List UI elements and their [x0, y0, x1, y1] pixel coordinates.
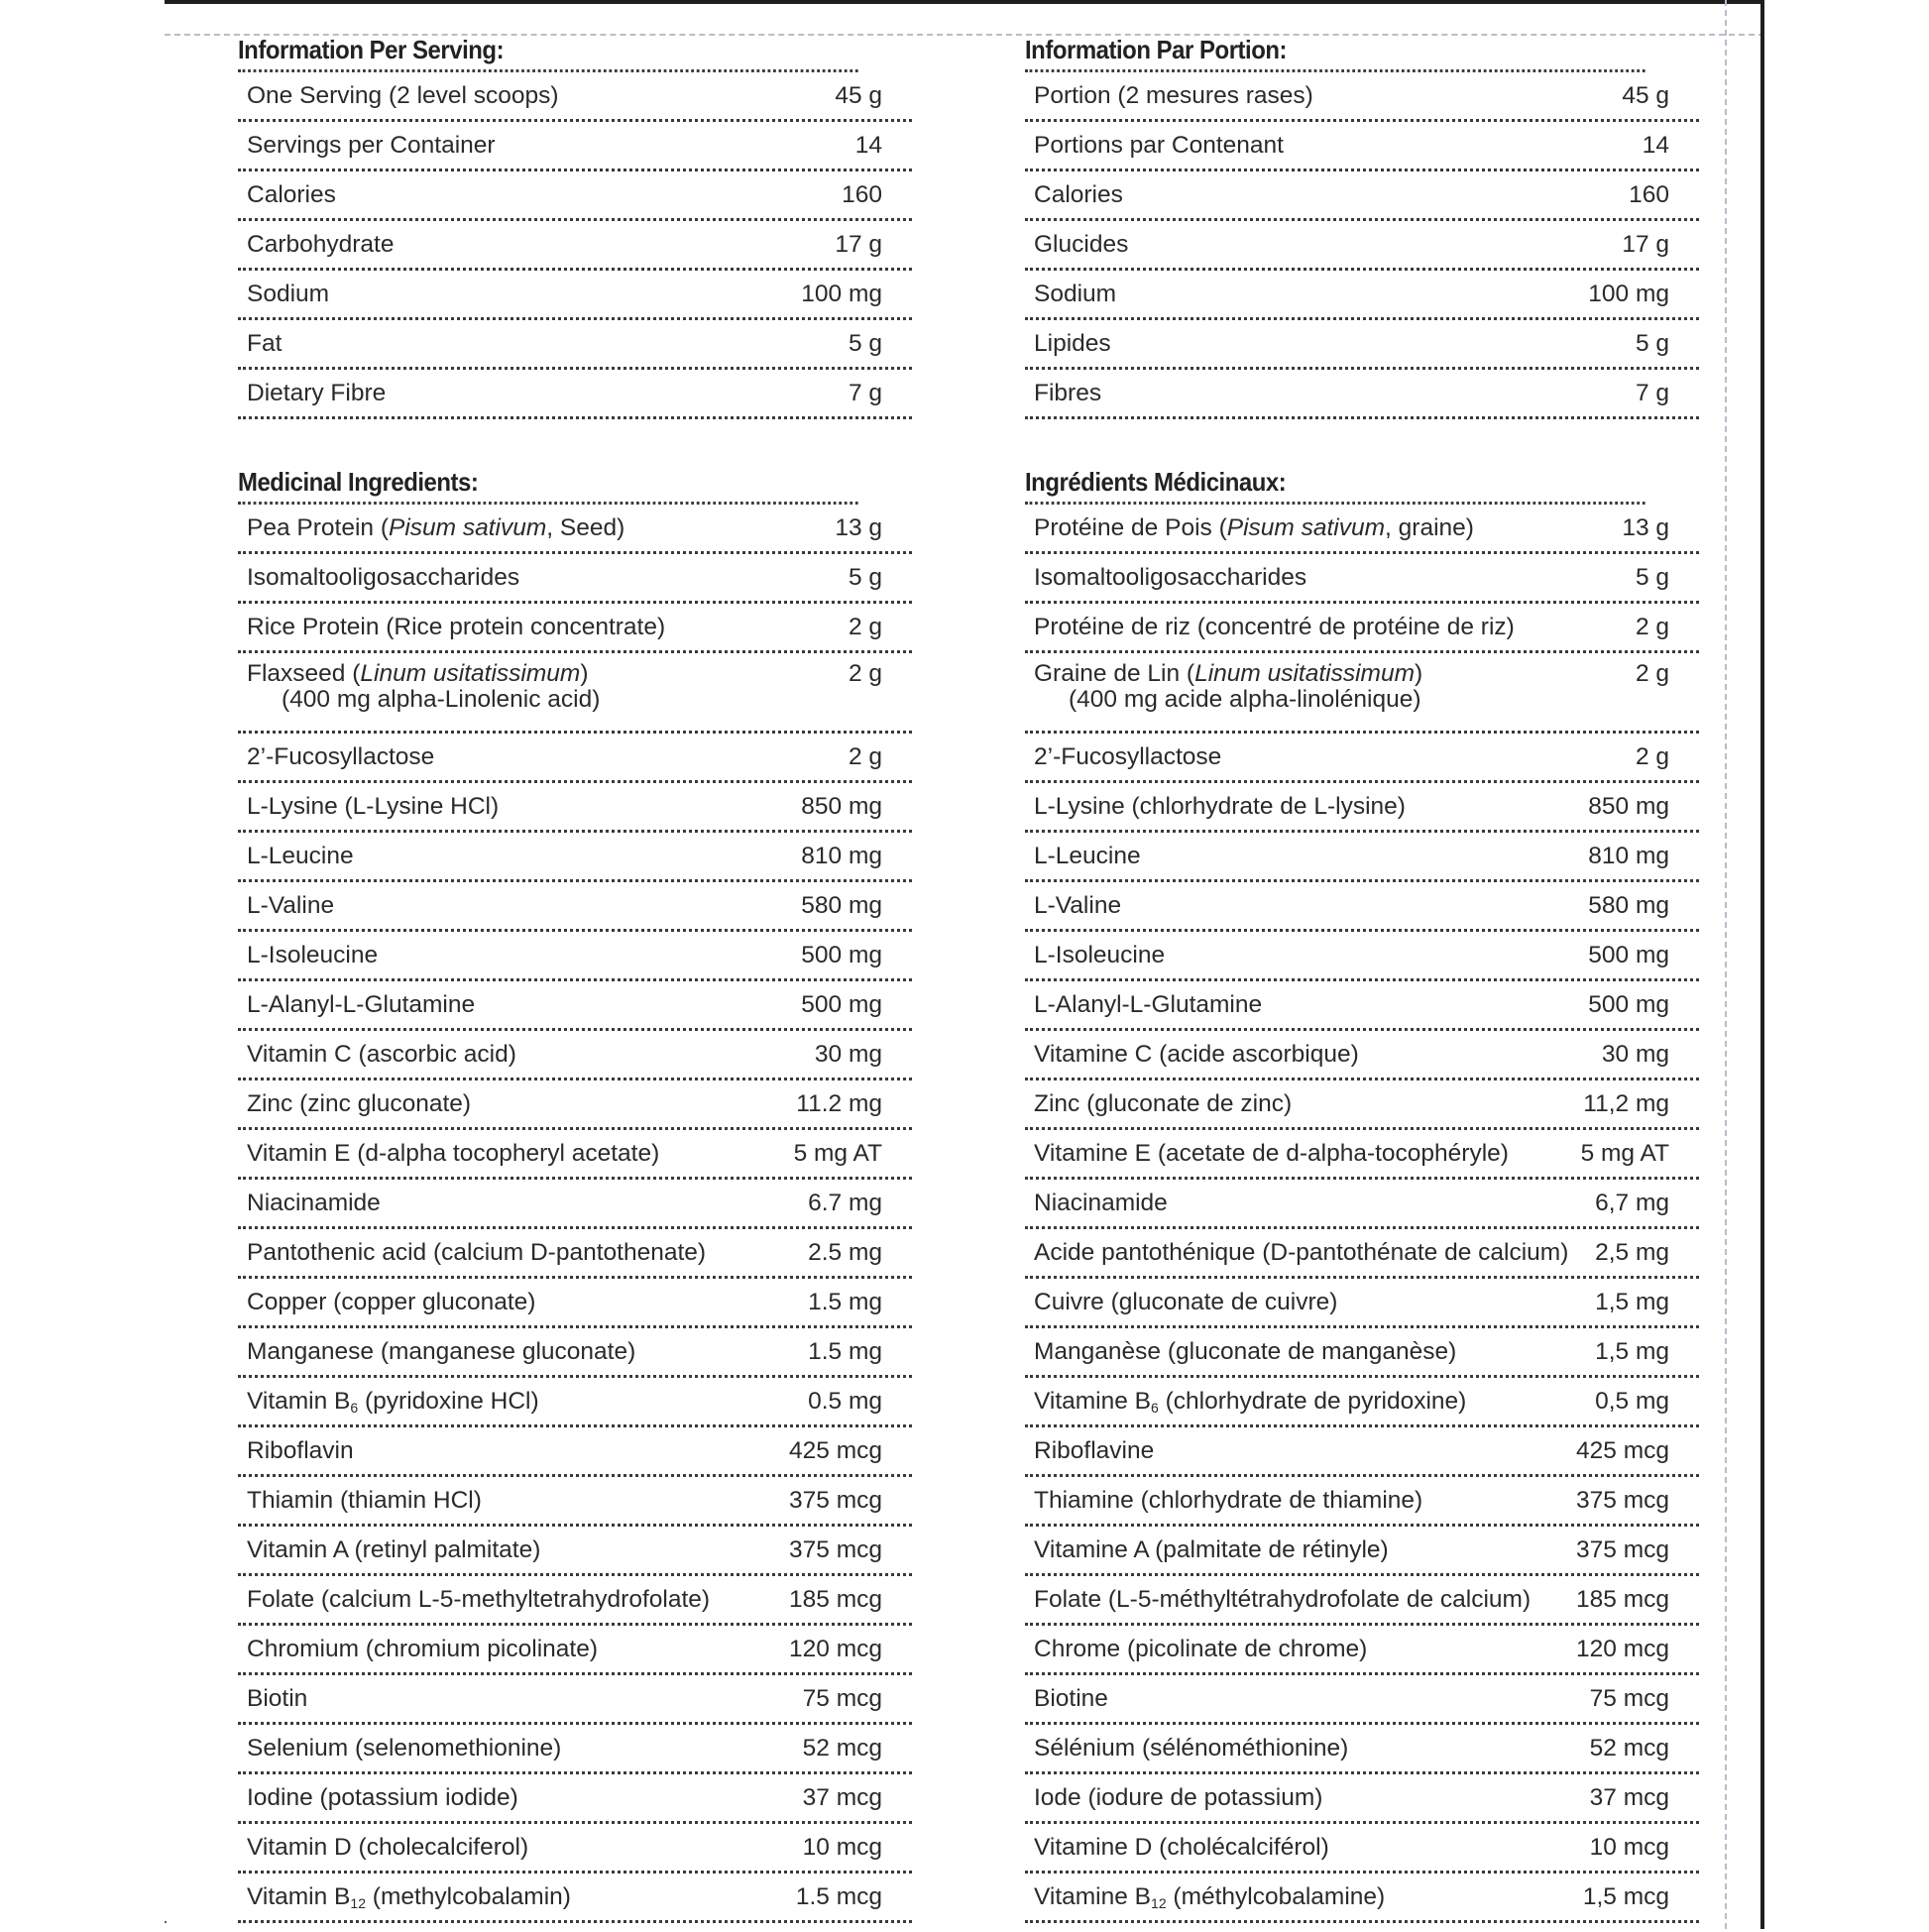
ingredient-name: 2’-Fucosyllactose	[1034, 743, 1222, 770]
ingredient-amount: 375 mcg	[1576, 1536, 1669, 1563]
ingredient-amount: 2 g	[1635, 743, 1669, 770]
ingredient-name: L-Lysine (L-Lysine HCl)	[247, 793, 500, 820]
ingredient-row	[1025, 1427, 1699, 1477]
ingredient-amount: 120 mcg	[789, 1636, 882, 1662]
info-title: Information Per Serving:	[238, 30, 858, 72]
top-border	[165, 0, 1764, 4]
ingredient-name: Vitamine A (palmitate de rétinyle)	[1034, 1536, 1389, 1563]
ingredient-amount: 0,5 mg	[1595, 1388, 1669, 1415]
ingredient-list-c	[1025, 1427, 1699, 1874]
ingredient-row	[1025, 783, 1699, 833]
ingredient-amount: 14	[1642, 132, 1669, 159]
ingredient-row	[1025, 370, 1699, 419]
ingredient-row	[238, 1130, 912, 1180]
ingredient-name: Iodine (potassium iodide)	[247, 1784, 518, 1811]
ingredient-amount: 30 mg	[1601, 1041, 1669, 1068]
ingredient-row	[238, 981, 912, 1031]
ingredient-name: Vitamin E (d-alpha tocopheryl acetate)	[247, 1140, 660, 1167]
ingredient-name: Vitamin $B_6$ (pyridoxine HCl)	[247, 1388, 539, 1416]
ingredient-name: Riboflavin	[247, 1437, 354, 1464]
ingredient-name: Iode (iodure de potassium)	[1034, 1784, 1323, 1811]
ingredient-name: L-Leucine	[1034, 843, 1141, 869]
ingredient-amount: 5 g	[1635, 564, 1669, 591]
ingredient-row	[238, 221, 912, 271]
ingredient-row	[238, 554, 912, 604]
ingredient-row	[1025, 554, 1699, 604]
ingredient-name: Zinc (gluconate de zinc)	[1034, 1090, 1293, 1117]
ingredient-row	[238, 1180, 912, 1229]
ingredient-name: Vitamin D (cholecalciferol)	[247, 1834, 529, 1861]
ingredient-row	[1025, 882, 1699, 932]
ingredient-name: Servings per Container	[247, 132, 496, 159]
ingredient-name: Vitamine C (acide ascorbique)	[1034, 1041, 1359, 1068]
ingredient-name: Riboflavine	[1034, 1437, 1155, 1464]
ingredient-row	[1025, 1824, 1699, 1874]
ingredient-row	[238, 783, 912, 833]
info-title: Information Par Portion:	[1025, 30, 1645, 72]
ingredient-row	[1025, 1130, 1699, 1180]
ingredient-name: Sélénium (sélénométhionine)	[1034, 1735, 1349, 1762]
ingredient-row	[1025, 1477, 1699, 1527]
ingredient-name: Folate (calcium L-5-methyltetrahydrofolate)	[247, 1586, 711, 1613]
ingredient-name: L-Leucine	[247, 843, 354, 869]
ingredient-name: 2’-Fucosyllactose	[247, 743, 435, 770]
ingredient-row	[238, 1725, 912, 1774]
ingredient-amount: 10 mcg	[1589, 1834, 1669, 1861]
ingredient-amount: 160	[1629, 181, 1669, 208]
english-column	[238, 30, 912, 1923]
ingredient-name: Isomaltooligosaccharides	[247, 564, 520, 591]
ingredient-row	[238, 1378, 912, 1427]
ingredient-row	[1025, 1279, 1699, 1328]
ingredient-row	[1025, 221, 1699, 271]
ingredient-name: L-Alanyl-L-Glutamine	[1034, 991, 1263, 1018]
ingredient-amount: 2 g	[848, 743, 882, 770]
ingredient-amount: 810 mg	[1588, 843, 1669, 869]
ingredient-row	[238, 1080, 912, 1130]
ingredient-name: Chromium (chromium picolinate)	[247, 1636, 598, 1662]
ingredient-row	[238, 505, 912, 554]
ingredient-amount: 2 g	[848, 614, 882, 640]
ingredient-name: Cuivre (gluconate de cuivre)	[1034, 1289, 1338, 1315]
ingredient-row	[1025, 1527, 1699, 1576]
ingredient-amount: 2 g	[1635, 660, 1669, 687]
info-table	[238, 72, 912, 419]
ingredient-amount: 375 mcg	[1576, 1487, 1669, 1514]
ingredient-row	[238, 1229, 912, 1279]
ingredient-row	[238, 370, 912, 419]
ingredient-amount: 120 mcg	[1576, 1636, 1669, 1662]
ingredient-name: Zinc (zinc gluconate)	[247, 1090, 472, 1117]
ingredient-row	[1025, 604, 1699, 653]
ingredient-row	[238, 1824, 912, 1874]
ingredient-name: Pantothenic acid (calcium D-pantothenate)	[247, 1239, 707, 1266]
ingredient-name: Rice Protein (Rice protein concentrate)	[247, 614, 666, 640]
ingredient-name: L-Valine	[1034, 892, 1122, 919]
ingredient-amount: 2.5 mg	[808, 1239, 882, 1266]
ingredient-row	[1025, 271, 1699, 320]
ingredient-name: Graine de Lin (Linum usitatissimum) (400 mg acide alpha-linolénique)	[1034, 660, 1423, 713]
ingredient-row	[238, 1874, 912, 1923]
ingredient-name: Sodium	[1034, 281, 1117, 307]
ingredient-amount: 30 mg	[814, 1041, 882, 1068]
ingredient-list-a	[1025, 554, 1699, 653]
ingredient-amount: 810 mg	[801, 843, 882, 869]
ingredient-name: Copper (copper gluconate)	[247, 1289, 536, 1315]
ingredient-amount: 13 g	[835, 514, 882, 541]
ingredient-row	[1025, 1626, 1699, 1675]
ingredient-amount: 52 mcg	[1589, 1735, 1669, 1762]
ingredient-name: L-Lysine (chlorhydrate de L-lysine)	[1034, 793, 1406, 820]
ingredient-amount: 185 mcg	[1576, 1586, 1669, 1613]
ingredient-name: Vitamin $B_{12}$ (methylcobalamin)	[247, 1883, 571, 1911]
ingredient-amount: 6,7 mg	[1595, 1190, 1669, 1216]
ingredient-row	[1025, 833, 1699, 882]
ingredient-row	[1025, 1031, 1699, 1080]
ingredient-amount: 45 g	[1622, 82, 1669, 109]
ingredient-amount: 11,2 mg	[1583, 1090, 1669, 1117]
ingredient-amount: 500 mg	[1588, 991, 1669, 1018]
ingredient-row	[238, 1626, 912, 1675]
right-border	[1760, 0, 1764, 1929]
ingredient-row	[238, 604, 912, 653]
ingredient-row	[1025, 981, 1699, 1031]
ingredient-name: Folate (L-5-méthyltétrahydrofolate de calcium)	[1034, 1586, 1532, 1613]
ingredient-name: Thiamin (thiamin HCl)	[247, 1487, 482, 1514]
ingredient-amount: 37 mcg	[802, 1784, 882, 1811]
ingredient-amount: 160	[842, 181, 882, 208]
ingredient-row	[238, 932, 912, 981]
ingredient-amount: 75 mcg	[802, 1685, 882, 1712]
ingredient-row	[238, 271, 912, 320]
ingredient-list-b	[1025, 734, 1699, 1378]
ingredient-name: Vitamine E (acetate de d-alpha-tocophéryle)	[1034, 1140, 1509, 1167]
ingredient-amount: 425 mcg	[1576, 1437, 1669, 1464]
ingredient-name: Niacinamide	[1034, 1190, 1168, 1216]
ingredient-amount: 500 mg	[801, 942, 882, 968]
ingredient-list-c	[238, 1427, 912, 1874]
ingredient-amount: 375 mcg	[789, 1487, 882, 1514]
ingredient-name: Vitamine $B_6$ (chlorhydrate de pyridoxine)	[1034, 1388, 1467, 1416]
ingredient-amount: 75 mcg	[1589, 1685, 1669, 1712]
ingredient-name: Acide pantothénique (D-pantothénate de calcium)	[1034, 1239, 1569, 1266]
ingredient-name: Carbohydrate	[247, 231, 395, 258]
ingredient-amount: 1,5 mg	[1595, 1289, 1669, 1315]
ingredient-name: Sodium	[247, 281, 330, 307]
ingredient-row	[1025, 1874, 1699, 1923]
ingredient-row	[238, 1031, 912, 1080]
ingredient-amount: 2,5 mg	[1595, 1239, 1669, 1266]
ingredient-name: Isomaltooligosaccharides	[1034, 564, 1307, 591]
corner-mark: ·	[163, 1911, 169, 1931]
ingredient-name: Protéine de Pois (Pisum sativum, graine)	[1034, 514, 1474, 541]
ingredient-name: Manganèse (gluconate de manganèse)	[1034, 1338, 1457, 1365]
ingredient-name: Dietary Fibre	[247, 380, 387, 406]
ingredient-row	[238, 1279, 912, 1328]
ingredient-name: L-Isoleucine	[1034, 942, 1166, 968]
ingredient-name: Portion (2 mesures rases)	[1034, 82, 1313, 109]
ingredient-row	[1025, 1725, 1699, 1774]
ingredient-amount: 5 g	[848, 330, 882, 357]
ingredient-row	[238, 1527, 912, 1576]
ingredient-name: Protéine de riz (concentré de protéine de riz)	[1034, 614, 1515, 640]
ingredient-name: Vitamine D (cholécalciférol)	[1034, 1834, 1329, 1861]
ingredient-row	[1025, 734, 1699, 783]
ingredient-amount: 1.5 mg	[808, 1289, 882, 1315]
ingredient-row	[238, 833, 912, 882]
info-table	[1025, 72, 1699, 419]
ingredient-amount: 100 mg	[801, 281, 882, 307]
ingredient-amount: 5 mg AT	[1580, 1140, 1669, 1167]
ingredient-amount: 17 g	[1622, 231, 1669, 258]
ingredient-amount: 0.5 mg	[808, 1388, 882, 1415]
ingredient-amount: 7 g	[848, 380, 882, 406]
ingredient-amount: 375 mcg	[789, 1536, 882, 1563]
ingredient-amount: 850 mg	[1588, 793, 1669, 820]
ingredient-row	[238, 1477, 912, 1527]
ingredient-name: Thiamine (chlorhydrate de thiamine)	[1034, 1487, 1423, 1514]
ingredient-name: Lipides	[1034, 330, 1111, 357]
ingredient-amount: 13 g	[1622, 514, 1669, 541]
ingredient-amount: 500 mg	[801, 991, 882, 1018]
ingredient-amount: 52 mcg	[802, 1735, 882, 1762]
ingredient-name: Vitamin C (ascorbic acid)	[247, 1041, 516, 1068]
ingredient-amount: 10 mcg	[802, 1834, 882, 1861]
ingredient-name: Flaxseed (Linum usitatissimum) (400 mg alpha-Linolenic acid)	[247, 660, 601, 713]
ingredient-amount: 17 g	[835, 231, 882, 258]
french-column	[1025, 30, 1699, 1923]
ingredient-amount: 11.2 mg	[796, 1090, 882, 1117]
ingredient-amount: 7 g	[1635, 380, 1669, 406]
ingredient-row	[1025, 1328, 1699, 1378]
ingredient-name: Glucides	[1034, 231, 1129, 258]
ingredient-name: Portions par Contenant	[1034, 132, 1284, 159]
ingredient-amount: 425 mcg	[789, 1437, 882, 1464]
ingredient-amount: 850 mg	[801, 793, 882, 820]
ingredient-amount: 1.5 mcg	[795, 1883, 882, 1910]
ingredient-row	[1025, 1229, 1699, 1279]
ingredient-row	[238, 653, 912, 734]
ingredient-amount: 5 g	[848, 564, 882, 591]
ingredient-name: Fibres	[1034, 380, 1102, 406]
ingredient-amount: 185 mcg	[789, 1586, 882, 1613]
ingredient-row	[1025, 1774, 1699, 1824]
ingredient-row	[238, 1675, 912, 1725]
ingredient-name: Biotine	[1034, 1685, 1108, 1712]
ingredient-name: Pea Protein (Pisum sativum, Seed)	[247, 514, 625, 541]
ingredient-row	[238, 122, 912, 171]
ingredient-name: Chrome (picolinate de chrome)	[1034, 1636, 1368, 1662]
ingredient-amount: 45 g	[835, 82, 882, 109]
ingredient-row	[238, 320, 912, 370]
ingredient-name: Vitamin A (retinyl palmitate)	[247, 1536, 541, 1563]
ingredient-row	[1025, 1576, 1699, 1626]
ingredient-list-a	[238, 554, 912, 653]
ingredient-row	[1025, 1378, 1699, 1427]
ingredient-name: L-Valine	[247, 892, 335, 919]
ingredient-row	[238, 1427, 912, 1477]
ingredient-amount: 1,5 mg	[1595, 1338, 1669, 1365]
ingredient-row	[1025, 72, 1699, 122]
ingredient-name: Calories	[247, 181, 336, 208]
ingredient-row	[1025, 320, 1699, 370]
ingredient-name: Fat	[247, 330, 283, 357]
ingredient-name: One Serving (2 level scoops)	[247, 82, 559, 109]
ingredient-row	[1025, 1675, 1699, 1725]
right-dashed-guide	[1725, 0, 1727, 1929]
ingredient-amount: 1.5 mg	[808, 1338, 882, 1365]
ingredient-row	[238, 1328, 912, 1378]
ingredient-name: Calories	[1034, 181, 1123, 208]
ingredient-row	[238, 882, 912, 932]
ingredient-amount: 14	[854, 132, 882, 159]
ingredient-amount: 5 mg AT	[793, 1140, 882, 1167]
ingredient-amount: 2 g	[1635, 614, 1669, 640]
ingredient-row	[1025, 1180, 1699, 1229]
ingredient-amount: 500 mg	[1588, 942, 1669, 968]
ingredient-amount: 5 g	[1635, 330, 1669, 357]
ingredient-name: L-Isoleucine	[247, 942, 379, 968]
ingredient-list-b	[238, 734, 912, 1378]
ingredient-amount: 100 mg	[1588, 281, 1669, 307]
ingredient-row	[1025, 505, 1699, 554]
ingredient-row	[238, 1774, 912, 1824]
ingredient-row	[238, 171, 912, 221]
ingredient-row	[1025, 1080, 1699, 1130]
medicinal-title: Medicinal Ingredients:	[238, 462, 858, 505]
medicinal-title: Ingrédients Médicinaux:	[1025, 462, 1645, 505]
ingredient-name: Biotin	[247, 1685, 308, 1712]
ingredient-amount: 1,5 mcg	[1582, 1883, 1669, 1910]
ingredient-row	[1025, 122, 1699, 171]
ingredient-row	[238, 734, 912, 783]
ingredient-row	[238, 72, 912, 122]
ingredient-name: L-Alanyl-L-Glutamine	[247, 991, 476, 1018]
ingredient-name: Selenium (selenomethionine)	[247, 1735, 562, 1762]
ingredient-row	[1025, 932, 1699, 981]
ingredient-amount: 580 mg	[1588, 892, 1669, 919]
ingredient-row	[238, 1576, 912, 1626]
ingredient-amount: 6.7 mg	[808, 1190, 882, 1216]
ingredient-row	[1025, 653, 1699, 734]
ingredient-name: Manganese (manganese gluconate)	[247, 1338, 636, 1365]
ingredient-amount: 2 g	[848, 660, 882, 687]
ingredient-name: Vitamine $B_{12}$ (méthylcobalamine)	[1034, 1883, 1386, 1911]
ingredient-amount: 580 mg	[801, 892, 882, 919]
ingredient-name: Niacinamide	[247, 1190, 381, 1216]
ingredient-row	[1025, 171, 1699, 221]
ingredient-amount: 37 mcg	[1589, 1784, 1669, 1811]
